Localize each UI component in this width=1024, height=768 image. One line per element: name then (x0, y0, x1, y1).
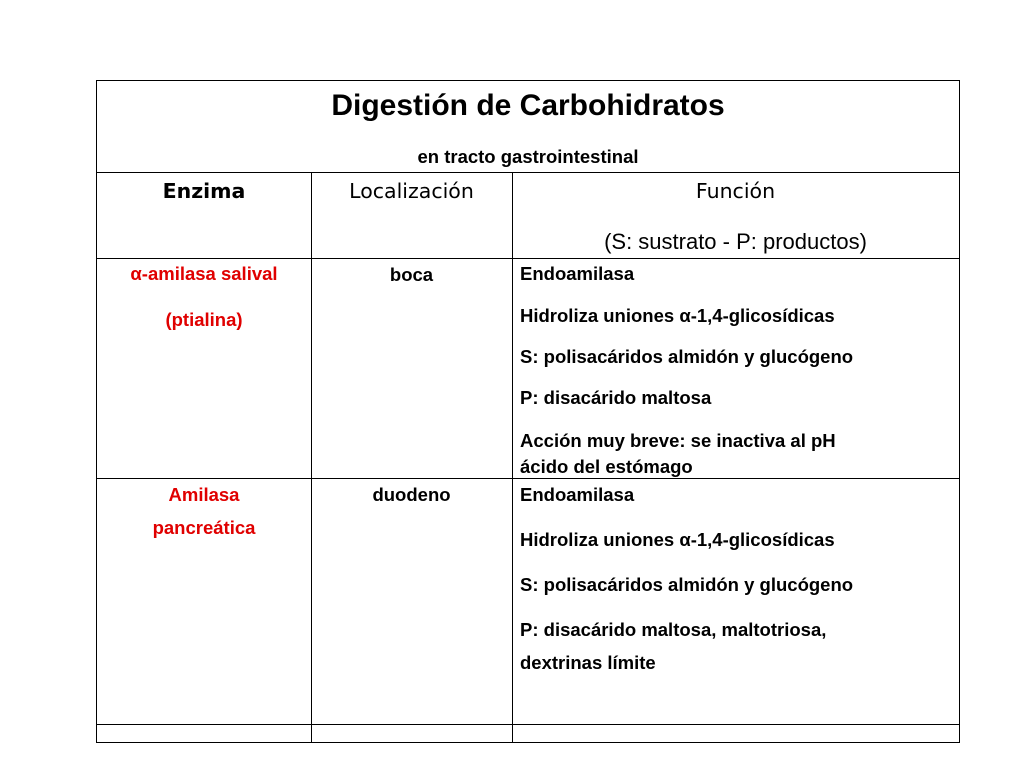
header-enzyme: Enzima (162, 179, 246, 203)
carbohydrate-digestion-table (96, 80, 960, 743)
enzyme-alias: (ptialina) (165, 309, 243, 330)
function-line: S: polisacáridos almidón y glucógeno (520, 346, 854, 367)
enzyme-name: α-amilasa salival (130, 263, 278, 284)
function-line: dextrinas límite (520, 652, 656, 673)
table-subtitle: en tracto gastrointestinal (417, 146, 639, 167)
location-cell: boca (389, 264, 434, 285)
function-line: P: disacárido maltosa, maltotriosa, (520, 619, 827, 640)
header-function-note: (S: sustrato - P: productos) (604, 229, 867, 254)
header-divider (97, 258, 959, 259)
title-divider (97, 172, 959, 173)
function-line: Acción muy breve: se inactiva al pH (520, 430, 836, 451)
header-location: Localización (349, 179, 474, 203)
function-line: Hidroliza uniones α-1,4-glicosídicas (520, 529, 835, 550)
function-line: P: disacárido maltosa (520, 387, 712, 408)
table-title: Digestión de Carbohidratos (331, 89, 725, 122)
enzyme-alias: pancreática (152, 517, 256, 538)
header-function: Función (695, 179, 776, 203)
function-line: Endoamilasa (520, 484, 635, 505)
function-line: ácido del estómago (520, 456, 693, 477)
function-line: Hidroliza uniones α-1,4-glicosídicas (520, 305, 835, 326)
column-divider (512, 172, 513, 742)
function-line: S: polisacáridos almidón y glucógeno (520, 574, 854, 595)
enzyme-name: Amilasa (168, 484, 240, 505)
row-divider (97, 478, 959, 479)
column-divider (311, 172, 312, 742)
function-line: Endoamilasa (520, 263, 635, 284)
row-divider (97, 724, 959, 725)
location-cell: duodeno (372, 484, 451, 505)
